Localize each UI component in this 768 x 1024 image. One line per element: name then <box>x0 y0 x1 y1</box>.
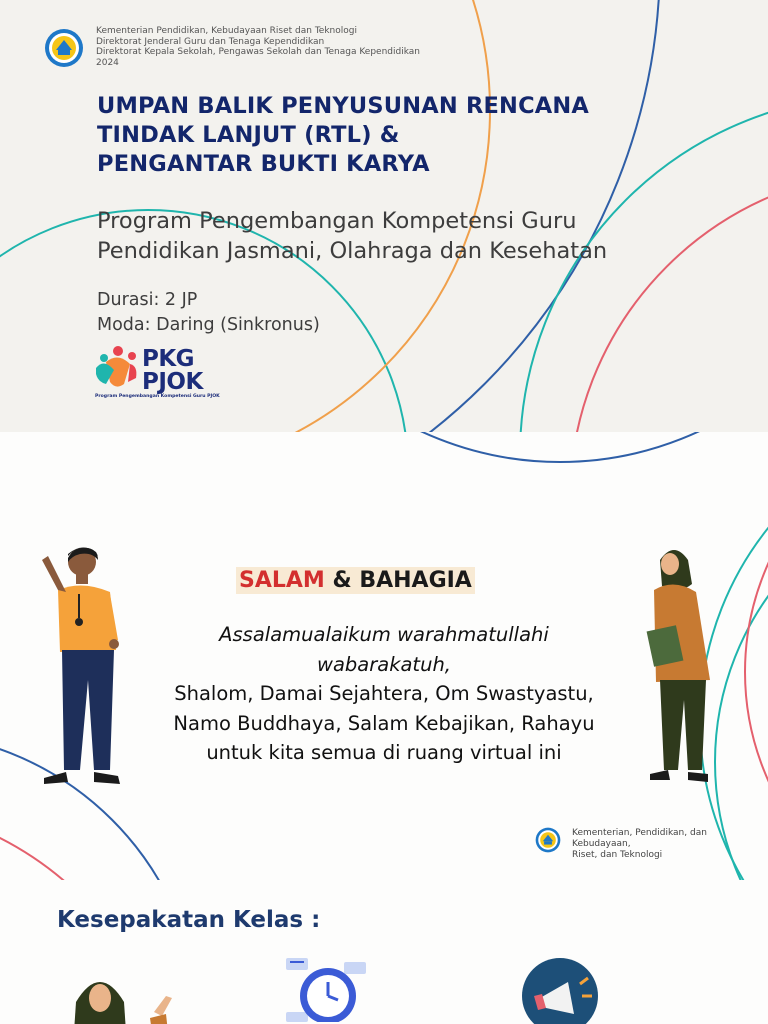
pkg-pjok-logo <box>94 344 234 404</box>
year-line: 2024 <box>96 57 119 68</box>
arc-blue-top <box>230 432 768 462</box>
title-line: UMPAN BALIK PENYUSUNAN RENCANA <box>97 93 590 119</box>
greeting-heading-rest: & BAHAGIA <box>332 568 472 593</box>
footer-line: Kebudayaan, <box>572 839 631 849</box>
greeting-line: wabarakatuh, <box>317 652 451 676</box>
greeting-heading <box>236 567 475 594</box>
mode-text: Moda: Daring (Sinkronus) <box>97 315 320 335</box>
megaphone-icon <box>520 954 610 1024</box>
footer-line: Kementerian, Pendidikan, dan <box>572 828 707 838</box>
clock-schedule-icon <box>282 952 372 1022</box>
ministry-line: Kementerian Pendidikan, Kebudayaan Riset dan Teknologi <box>96 26 357 36</box>
title-slide <box>0 0 768 432</box>
duration-text: Durasi: 2 JP <box>97 290 198 310</box>
ministry-logo-icon <box>535 827 561 853</box>
greeting-line: Assalamualaikum warahmatullahi <box>219 623 549 646</box>
greeting-line: untuk kita semua di ruang virtual ini <box>206 741 562 764</box>
agreement-slide <box>0 880 768 1024</box>
male-teacher-illustration <box>28 540 128 790</box>
greeting-line: Shalom, Damai Sejahtera, Om Swastyastu, <box>174 682 594 705</box>
greeting-heading-red: SALAM <box>239 568 325 593</box>
directorate-line: Direktorat Kepala Sekolah, Pengawas Sekolah dan Tenaga Kependidikan <box>96 47 420 57</box>
slide-title <box>97 92 657 179</box>
subtitle-line: Pendidikan Jasmani, Olahraga dan Kesehatan <box>97 238 608 264</box>
arc-red-right <box>745 432 768 880</box>
directorate-line: Direktorat Jenderal Guru dan Tenaga Kependidikan <box>96 36 325 47</box>
agreement-heading: Kesepakatan Kelas : <box>57 907 321 933</box>
slide-subtitle <box>97 206 607 266</box>
footer-line: Riset, dan Teknologi <box>572 850 663 860</box>
subtitle-line: Program Pengembangan Kompetensi Guru <box>97 208 577 234</box>
female-teacher-illustration <box>640 540 730 790</box>
greeting-body <box>134 620 634 768</box>
greeting-slide <box>0 432 768 880</box>
pjok-word: PJOK <box>142 369 203 395</box>
greeting-line: Namo Buddhaya, Salam Kebajikan, Rahayu <box>173 711 595 735</box>
woman-illustration <box>70 962 180 1024</box>
ministry-footer <box>572 828 707 861</box>
pkg-word: PKG <box>142 346 195 372</box>
session-meta <box>97 288 320 338</box>
title-line: PENGANTAR BUKTI KARYA <box>97 151 430 177</box>
title-line: TINDAK LANJUT (RTL) & <box>97 122 400 148</box>
ministry-logo-icon <box>44 28 84 68</box>
ministry-header <box>96 26 420 68</box>
pkg-people-icon <box>94 344 140 392</box>
arc-red-left <box>0 802 180 880</box>
pkg-caption: Program Pengembangan Kompetensi Guru PJOK <box>95 394 220 399</box>
